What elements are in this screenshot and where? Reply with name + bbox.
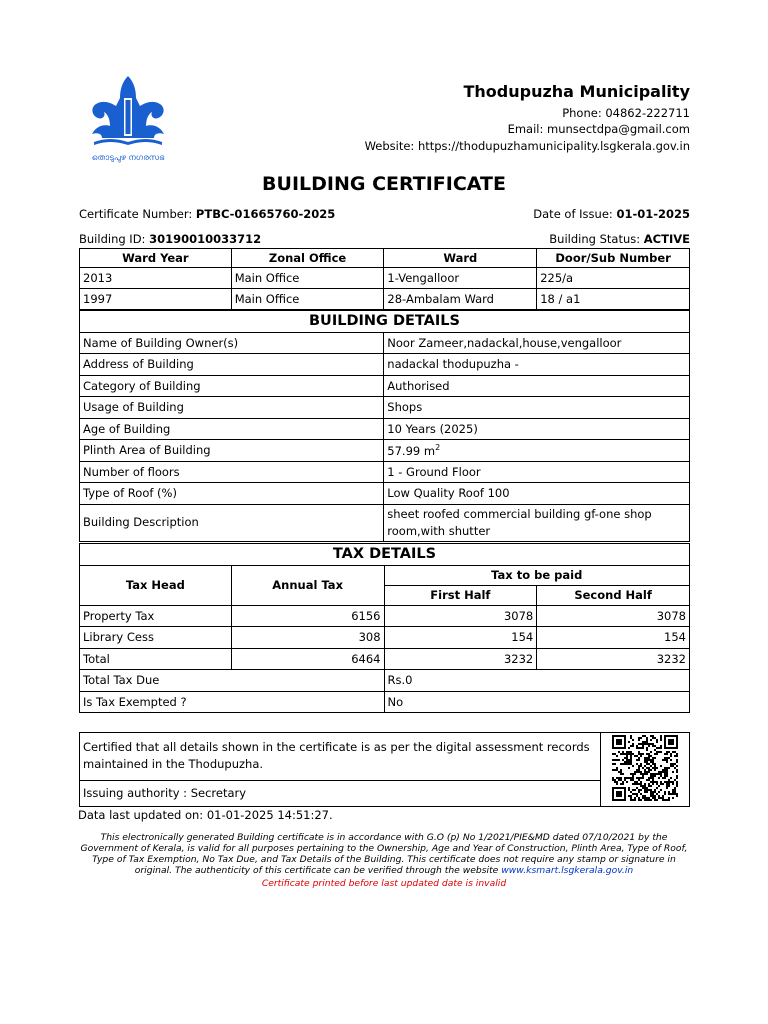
col-annual-tax: Annual Tax (231, 565, 384, 605)
plinth-area-value: 57.99 $m^2$ (384, 440, 690, 462)
label: Number of floors (80, 461, 384, 483)
cell: 6464 (231, 648, 384, 670)
phone: Phone: 04862-222711 (562, 106, 690, 120)
ward-table-header (80, 249, 690, 268)
cell: 308 (231, 627, 384, 649)
email: Email: munsectdpa@gmail.com (507, 122, 690, 136)
table-row (80, 440, 690, 462)
website: Website: https://thodupuzhamunicipality.lsgkerala.gov.in (364, 139, 690, 153)
logo-text: തൊടുപുഴ നഗരസഭ (91, 153, 165, 162)
last-updated: Data last updated on: 01-01-2025 14:51:27. (78, 808, 333, 822)
cell: 3078 (537, 605, 690, 627)
disclaimer (76, 832, 692, 876)
cell: 154 (537, 627, 690, 649)
qr-code-icon (612, 735, 678, 801)
label: Plinth Area of Building (80, 440, 384, 462)
label: Category of Building (80, 375, 384, 397)
certification-box (79, 732, 690, 807)
cell: 2013 (80, 268, 232, 289)
table-row (80, 268, 690, 289)
value: 10 Years (2025) (384, 418, 690, 440)
cell: 1997 (80, 289, 232, 310)
cell: 154 (384, 627, 537, 649)
col-ward: Ward (384, 249, 537, 268)
cell: 18 / a1 (537, 289, 690, 310)
tax-exempted-value: No (384, 691, 689, 713)
table-row (80, 332, 690, 354)
cell: Main Office (231, 268, 384, 289)
cell: 6156 (231, 605, 384, 627)
table-row (80, 670, 690, 692)
municipality-name: Thodupuzha Municipality (463, 82, 690, 101)
cell: Main Office (231, 289, 384, 310)
building-status: Building Status: ACTIVE (549, 232, 690, 246)
total-tax-due-label: Total Tax Due (80, 670, 385, 692)
label: Usage of Building (80, 397, 384, 419)
certification-text: Certified that all details shown in the certificate is as per the digital assessment records maintained in the Thodupuzha. (80, 733, 601, 781)
value: Authorised (384, 375, 690, 397)
qr-code (601, 733, 690, 807)
value: Shops (384, 397, 690, 419)
cell: Total (80, 648, 232, 670)
invalid-warning: Certificate printed before last updated date is invalid (261, 878, 507, 889)
table-row (80, 648, 690, 670)
label: Address of Building (80, 354, 384, 376)
table-row (80, 605, 690, 627)
tax-details-heading: TAX DETAILS (80, 544, 690, 566)
cell: 3078 (384, 605, 537, 627)
certificate-number: Certificate Number: PTBC-01665760-2025 (79, 207, 336, 221)
building-details-heading: BUILDING DETAILS (80, 311, 690, 333)
col-door-number: Door/Sub Number (537, 249, 690, 268)
table-row (80, 504, 690, 541)
value: nadackal thodupuzha - (384, 354, 690, 376)
ward-table (79, 248, 690, 310)
col-second-half: Second Half (537, 585, 690, 605)
value: Noor Zameer,nadackal,house,vengalloor (384, 332, 690, 354)
total-tax-due-value: Rs.0 (384, 670, 689, 692)
tax-exempted-label: Is Tax Exempted ? (80, 691, 385, 713)
table-row (80, 483, 690, 505)
col-zonal-office: Zonal Office (231, 249, 384, 268)
cell: 225/a (537, 268, 690, 289)
label: Name of Building Owner(s) (80, 332, 384, 354)
label: Type of Roof (%) (80, 483, 384, 505)
cell: 28-Ambalam Ward (384, 289, 537, 310)
municipality-logo (80, 72, 176, 168)
value: sheet roofed commercial building gf-one shop room,with shutter (384, 504, 690, 541)
col-tax-head: Tax Head (80, 565, 232, 605)
building-id: Building ID: 30190010033712 (79, 232, 262, 246)
value: 1 - Ground Floor (384, 461, 690, 483)
issue-date: Date of Issue: 01-01-2025 (533, 207, 690, 221)
col-first-half: First Half (384, 585, 537, 605)
col-tax-to-be-paid: Tax to be paid (384, 565, 689, 585)
verification-link[interactable]: www.ksmart.lsgkerala.gov.in (501, 865, 634, 876)
value: Low Quality Roof 100 (384, 483, 690, 505)
building-details-table (79, 310, 690, 542)
table-row (80, 461, 690, 483)
table-row (80, 418, 690, 440)
table-row (80, 289, 690, 310)
table-row (80, 627, 690, 649)
cell: 3232 (537, 648, 690, 670)
table-row (80, 397, 690, 419)
tax-details-table (79, 543, 690, 713)
cell: Library Cess (80, 627, 232, 649)
table-row (80, 354, 690, 376)
issuing-authority: Issuing authority : Secretary (80, 780, 601, 806)
cell: 3232 (384, 648, 537, 670)
label: Age of Building (80, 418, 384, 440)
table-row (80, 375, 690, 397)
label: Building Description (80, 504, 384, 541)
certificate-title: BUILDING CERTIFICATE (262, 173, 506, 195)
disclaimer-text: This electronically generated Building certificate is in accordance with G.O (p) No 1/2021/PIE&MD dated 07/10/2021 by the Government of Kerala, is valid for all purposes pertaining to the Ownership, Age and Year of Construction, Plinth Area, Type of Roof, Type of Tax Exemption, No Tax Due, and Tax Details of the Building. This certificate does not require any stamp or signature in original. The authenticity of this certificate can be verified through the website (80, 832, 688, 876)
table-row (80, 691, 690, 713)
cell: 1-Vengalloor (384, 268, 537, 289)
col-ward-year: Ward Year (80, 249, 232, 268)
cell: Property Tax (80, 605, 232, 627)
